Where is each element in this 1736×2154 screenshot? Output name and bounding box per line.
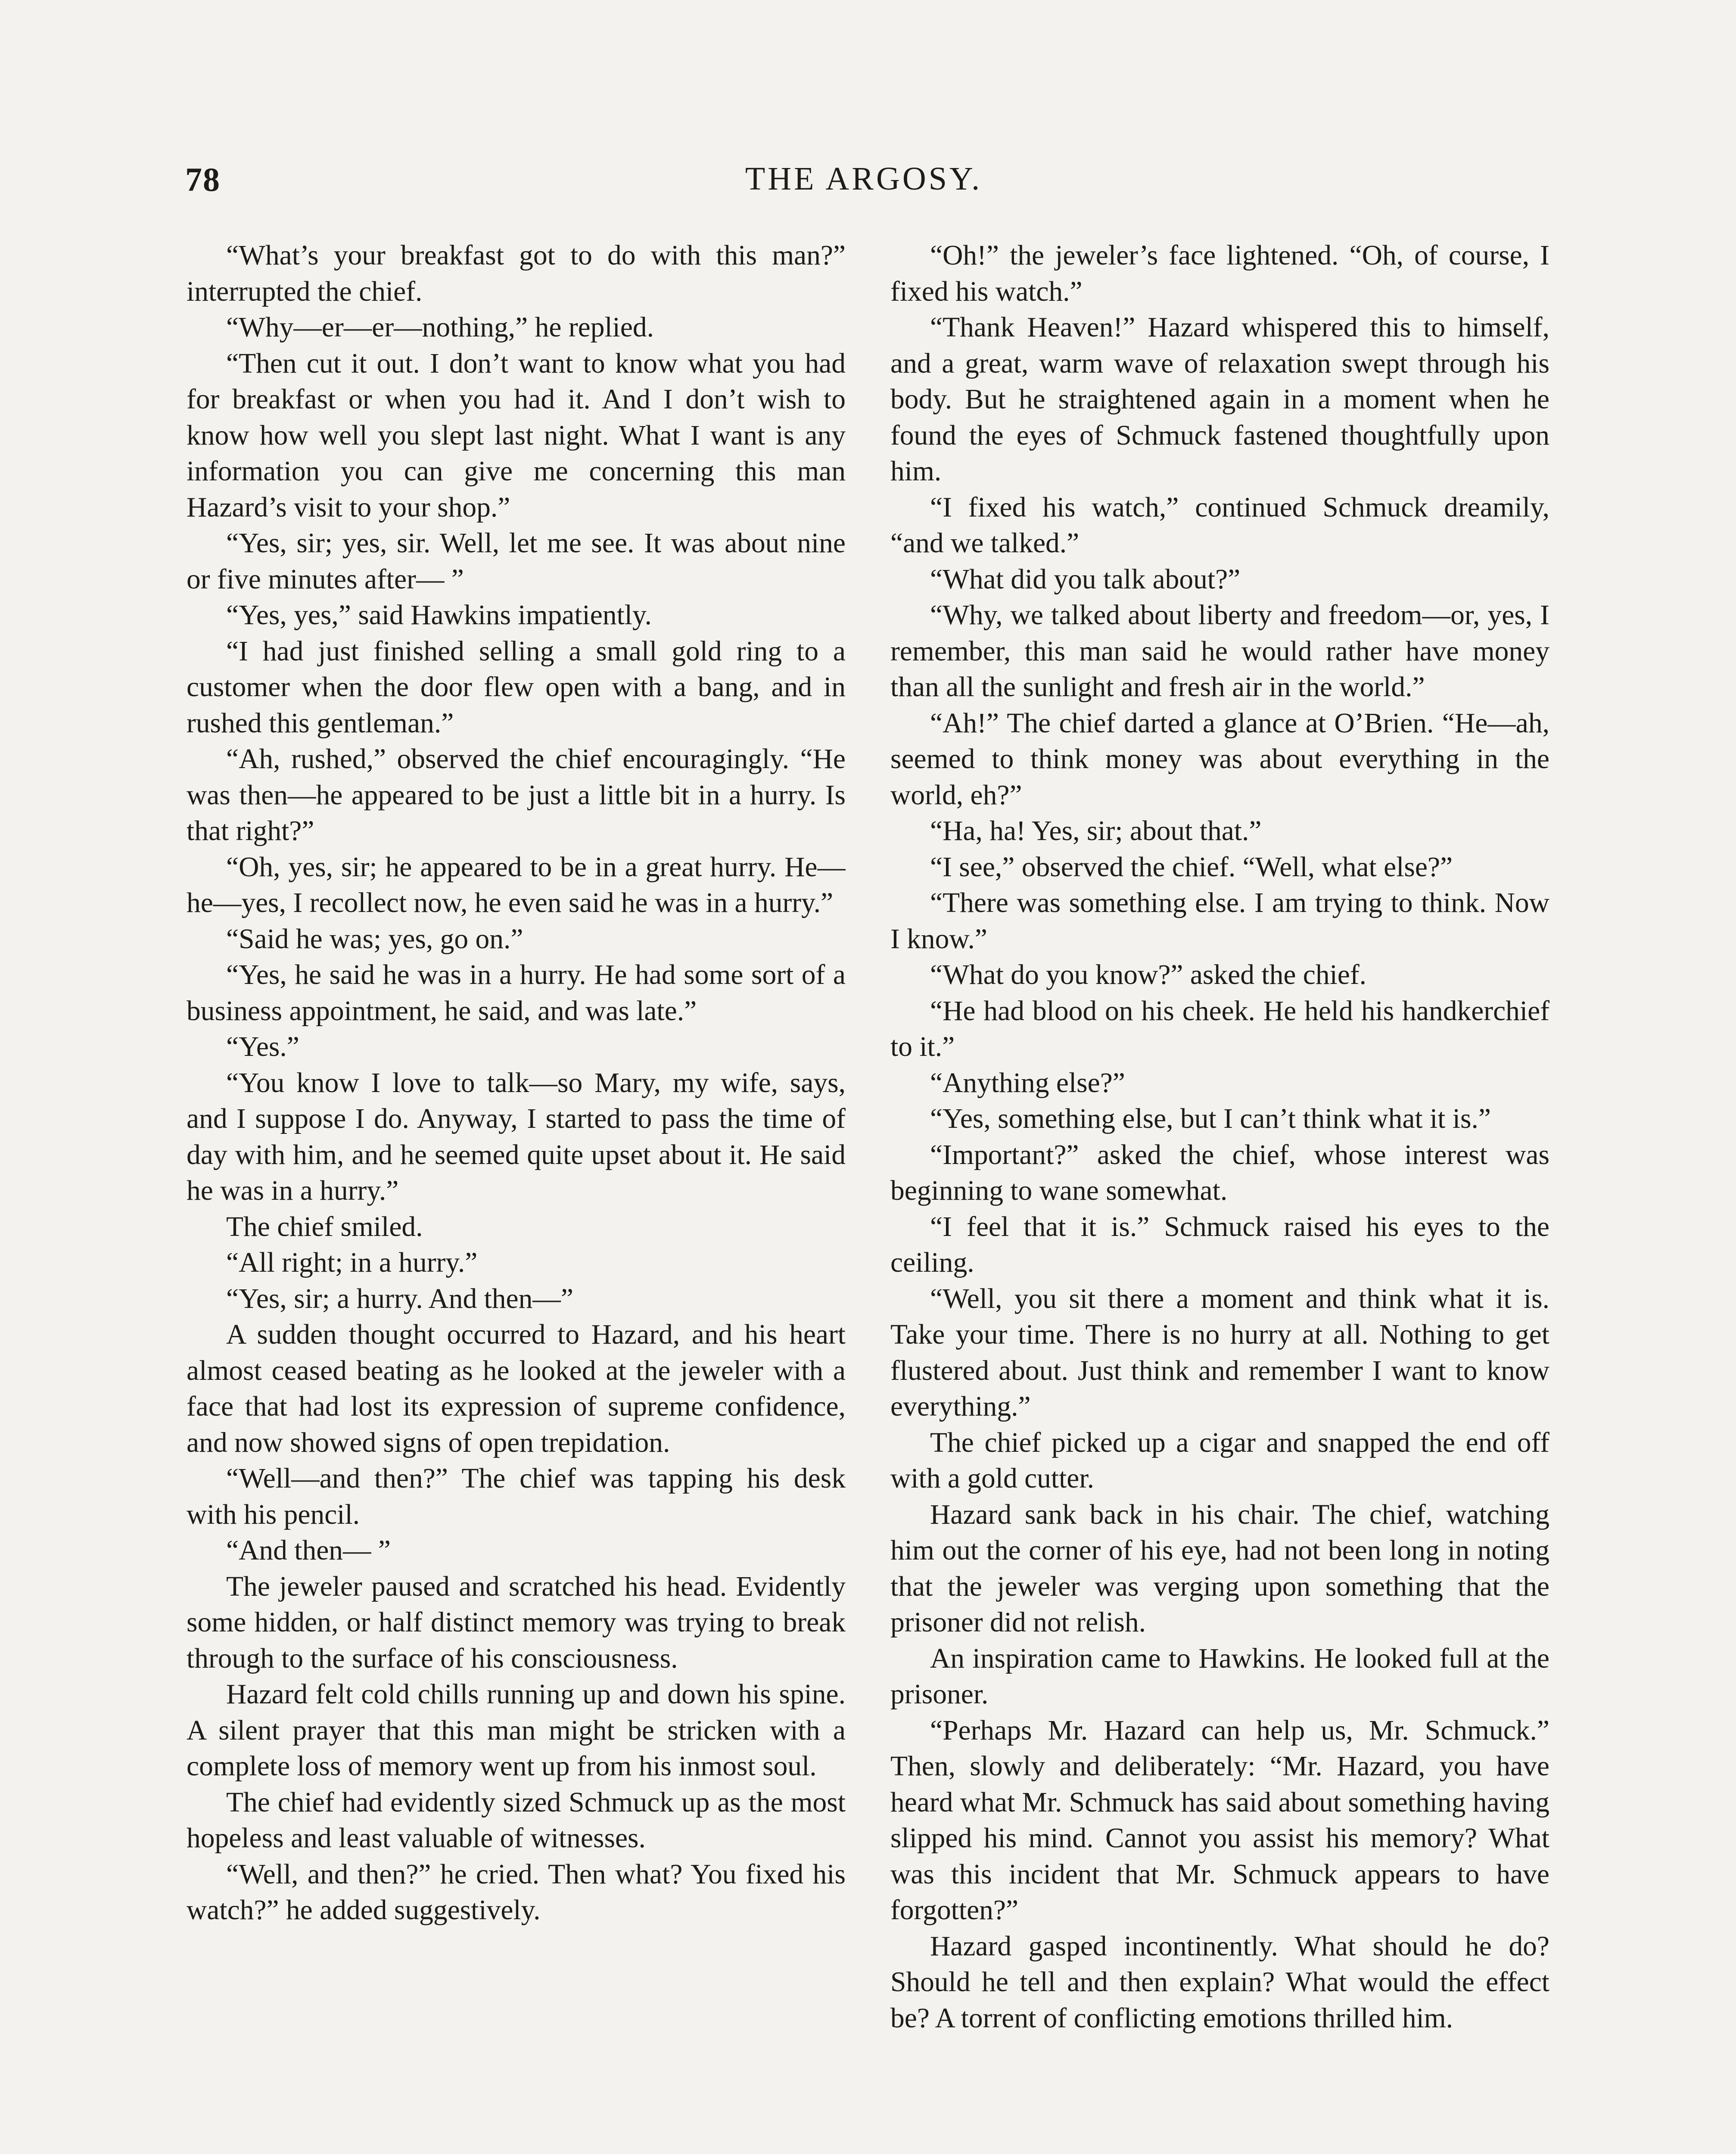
paragraph: Hazard gasped incontinently. What should he do? Should he tell and then explain? What would the effect be? A torrent of conflicting emotions thrilled him. <box>890 1930 1549 2034</box>
paragraph: “Oh, yes, sir; he appeared to be in a great hurry. He—he—yes, I recollect now, he even said he was in a hurry.” <box>187 851 846 918</box>
paragraph: “Well, you sit there a moment and think what it is. Take your time. There is no hurry at all. Nothing to get flustered about. Just think and remember I want to know everything.” <box>890 1283 1549 1422</box>
paragraph: “Ha, ha! Yes, sir; about that.” <box>930 816 1262 847</box>
paragraph: The jeweler paused and scratched his head. Evidently some hidden, or half distinct memory was trying to break through to the surface of his consciousness. <box>187 1571 846 1674</box>
paragraph: “He had blood on his cheek. He held his handkerchief to it.” <box>890 995 1549 1062</box>
paragraph: “What do you know?” asked the chief. <box>930 959 1367 990</box>
paragraph: The chief picked up a cigar and snapped the end off with a gold cutter. <box>890 1427 1549 1494</box>
paragraph: An inspiration came to Hawkins. He looked full at the prisoner. <box>890 1643 1549 1710</box>
paragraph: “Said he was; yes, go on.” <box>226 923 523 955</box>
paragraph: “Important?” asked the chief, whose interest was beginning to wane somewhat. <box>890 1139 1549 1206</box>
paragraph: “I feel that it is.” Schmuck raised his eyes to the ceiling. <box>890 1211 1549 1278</box>
paragraph: “Yes, yes,” said Hawkins impatiently. <box>226 600 652 631</box>
paragraph: “Ah!” The chief darted a glance at O’Brien. “He—ah, seemed to think money was about everything in the world, eh?” <box>890 707 1549 811</box>
paragraph: A sudden thought occurred to Hazard, and his heart almost ceased beating as he looked at the jeweler with a face that had lost its expression of supreme confidence, and now showed signs of open trepidation. <box>187 1319 846 1458</box>
paragraph: “Well, and then?” he cried. Then what? You fixed his watch?” he added suggestively. <box>187 1858 846 1926</box>
paragraph: Hazard felt cold chills running up and down his spine. A silent prayer that this man might be stricken with a complete loss of memory went up from his inmost soul. <box>187 1679 846 1782</box>
paragraph: “Thank Heaven!” Hazard whispered this to himself, and a great, warm wave of relaxation swept through his body. But he straightened again in a moment when he found the eyes of Schmuck fastened thoughtfully upon him. <box>890 312 1549 487</box>
paragraph: The chief had evidently sized Schmuck up as the most hopeless and least valuable of witnesses. <box>187 1787 846 1854</box>
page-header <box>185 160 1542 208</box>
paragraph: “Well—and then?” The chief was tapping his desk with his pencil. <box>187 1463 846 1530</box>
paragraph: “Yes, something else, but I can’t think what it is.” <box>930 1103 1491 1134</box>
paragraph: Hazard sank back in his chair. The chief, watching him out the corner of his eye, had not been long in noting that the jeweler was verging upon something that the prisoner did not relish. <box>890 1499 1549 1638</box>
paragraph: “What’s your breakfast got to do with this man?” interrupted the chief. <box>187 240 846 307</box>
paragraph: The chief smiled. <box>226 1211 423 1242</box>
paragraph: “Why—er—er—nothing,” he replied. <box>226 312 654 343</box>
paragraph: “Why, we talked about liberty and freedom—or, yes, I remember, this man said he would rather have money than all the sunlight and fresh air in the world.” <box>890 600 1549 703</box>
paragraph: “You know I love to talk—so Mary, my wife, says, and I suppose I do. Anyway, I started to pass the time of day with him, and he seemed quite upset about it. He said he was in a hurry.” <box>187 1067 846 1206</box>
running-head: THE ARGOSY. <box>745 161 983 197</box>
page-number: 78 <box>185 161 221 198</box>
paragraph: “Perhaps Mr. Hazard can help us, Mr. Schmuck.” Then, slowly and deliberately: “Mr. Hazard, you have heard what Mr. Schmuck has said about something having slipped his mind. Cannot you assist his memory? What was this incident that Mr. Schmuck appears to have forgotten?” <box>890 1715 1549 1926</box>
right-column <box>890 238 1549 2154</box>
paragraph: “Ah, rushed,” observed the chief encouragingly. “He was then—he appeared to be just a little bit in a hurry. Is that right?” <box>187 744 846 847</box>
paragraph: “Yes, sir; yes, sir. Well, let me see. It was about nine or five minutes after— ” <box>187 528 846 595</box>
paragraph: “I had just finished selling a small gold ring to a customer when the door flew open with a bang, and in rushed this gentleman.” <box>187 635 846 739</box>
paragraph: “Then cut it out. I don’t want to know what you had for breakfast or when you had it. And I don’t wish to know how well you slept last night. What I want is any information you can give me concerning this man Hazard’s visit to your shop.” <box>187 348 846 523</box>
paragraph: “Oh!” the jeweler’s face lightened. “Oh, of course, I fixed his watch.” <box>890 240 1549 307</box>
left-column <box>187 238 846 2154</box>
paragraph: “And then— ” <box>226 1535 391 1566</box>
paragraph: “I see,” observed the chief. “Well, what else?” <box>930 851 1453 883</box>
paragraph: “Yes, sir; a hurry. And then—” <box>226 1283 573 1314</box>
paragraph: “Yes.” <box>226 1031 299 1062</box>
paragraph: “I fixed his watch,” continued Schmuck dreamily, “and we talked.” <box>890 492 1549 559</box>
paragraph: “All right; in a hurry.” <box>226 1247 478 1278</box>
paragraph: “Anything else?” <box>930 1067 1125 1099</box>
paragraph: “What did you talk about?” <box>930 563 1241 595</box>
paragraph: “There was something else. I am trying to think. Now I know.” <box>890 887 1549 955</box>
paragraph: “Yes, he said he was in a hurry. He had some sort of a business appointment, he said, and was late.” <box>187 959 846 1027</box>
